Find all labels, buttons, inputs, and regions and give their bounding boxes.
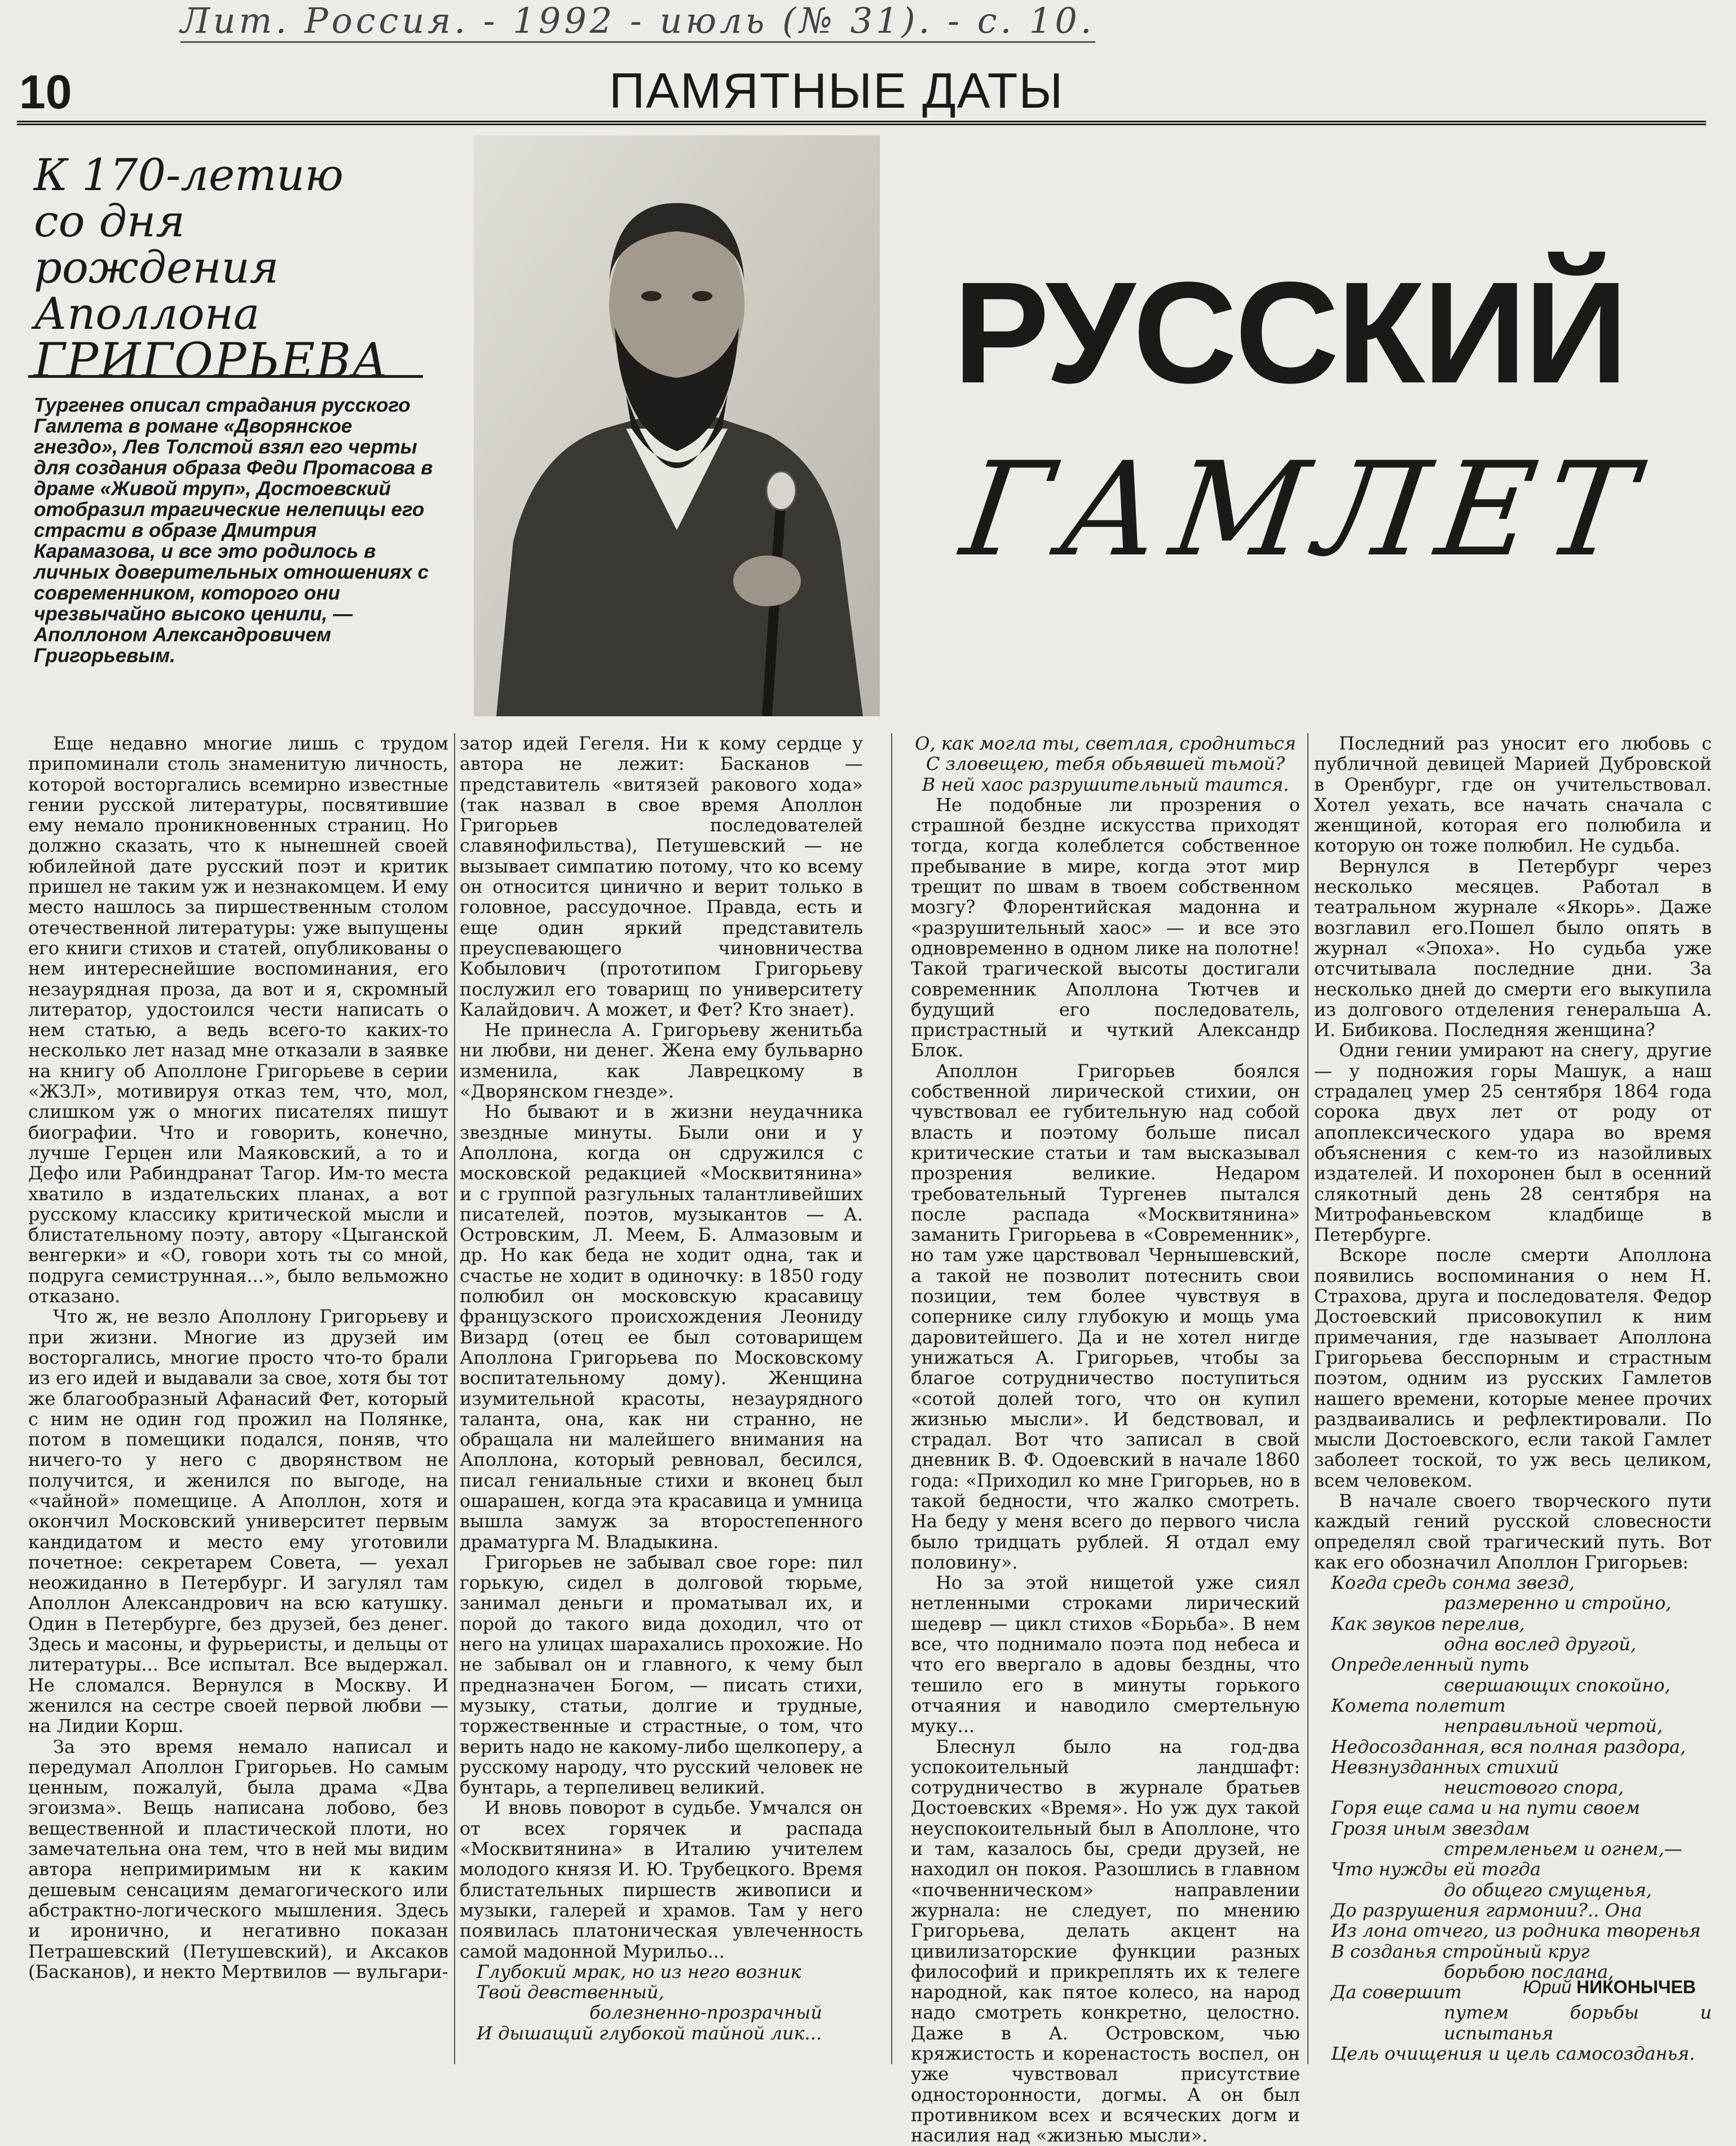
verse-line: болезненно-прозрачный [589,2002,822,2024]
paragraph: Последний раз уносит его любовь с публичной девицей Марией Дубровской в Оренбург, где он учительствовал. Хотел уехать, все начать сначала с женщиной, которая его полюбила и которую он тоже полюбил. Не судьба. [1314,733,1712,857]
paragraph: Не принесла А. Григорьеву женитьба ни любви, ни денег. Жена ему бульварно изменила, как Лаврецкому в «Дворянском гнезде». [460,1019,863,1103]
paragraph: За это время немало написал и передумал Аполлон Григорьев. Но самым ценным, пожалуй, была драма «Два эгоизма». Вещь написана лобово, без вещественной и пластической плоти, но замечательна она тем, что в ней мы видим автора непримиримым ни к каким дешевым сенсациям демагогического или абстрактно-логического мышления. Здесь и иронично, и негативно показан Петрашевский (Петушевский), и Аксаков (Басканов), и некто Мертвилов — вульгари- [28,1735,448,1982]
paragraph: Аполлон Григорьев боялся собственной лирической стихии, он чувствовал ее губительную над собой власть и поэтому больше писал критические статьи и там высказывал прозрения великие. Недаром требовательный Тургенев пытался после распада «Москвитянина» заманить Григорьева в «Современник», но там уже царствовал Чернышевский, а такой не позволит потеснить свои позиции, тем более чувствуя в сопернике силу глубокую и мощь ума даровитейшего. Да и не хотел нигде унижаться А. Григорьев, чтобы за благое сотрудничество поступиться «сотой долей того, что он купил жизнью мысли». И бедствовал, и страдал. Вот что записал в свой дневник В. Ф. Одоевский в начале 1860 года: «Приходил ко мне Григорьев, но в такой бедности, что жалко смотреть. На беду у меня всего до первого числа было тридцать рублей. Я отдал ему половину». [911,1060,1300,1573]
paragraph: В начале своего творческого пути каждый гений русской словесности определял свой трагический путь. Вот как его обозначил Аполлон Григорьев: [1314,1490,1712,1573]
page-number: 10 [19,65,72,118]
paragraph: Блеснул было на год-два успокоительный ландшафт: сотрудничество в журнале братьев Достоевских «Время». Но уж дух такой неуспокоительный был в Аполлоне, что и там, казалось бы, среди друзей, не находил он покоя. Разошлись в главном «почвенническом» направлении журнала: не следует, по мнению Григорьева, делать акцент на цивилизаторские функции разных философий и прикреплять их к телеге народной, как пятое колесо, на народ надо смотреть конкретно, целостно. Даже в А. Островском, чью кряжистость и коренастость воспел, он уже чувствовал присутствие односторонности, догмы. А он был противником всех и всяческих догм и насилия над «жизнью мысли». [911,1735,1300,2146]
column-divider [891,733,892,2064]
kicker-rule [28,375,423,378]
poem-line: Как звуков перелив, [1331,1612,1525,1634]
headline-russkiy: РУССКИЙ [953,252,1626,413]
author-first-name: Юрий [1523,1977,1572,1997]
poem-line: Из лона отчего, из родника творенья [1331,1920,1701,1942]
kicker-line: рождения [34,243,279,293]
poem-line: Недосозданная, вся полная раздора, [1331,1735,1686,1757]
poem-line: стремленьем и огнем,— [1444,1838,1682,1860]
verse-line: В ней хаос разрушительный таится. [922,773,1289,795]
paragraph: Одни гении умирают на снегу, другие — у подножия горы Машук, а наш страдалец умер 25 сентября 1864 года сорока двух лет от роду от апоплексического удара во время объяснения с кем-то из назойливых издателей. И похоронен был в осенний слякотный день 28 сентября на Митрофаньевском кладбище в Петербурге. [1314,1039,1712,1246]
article-column-4 [1314,733,1712,2064]
poem-line: Цель очищения и цель самосозданья. [1331,2043,1695,2064]
kicker-line: со дня [34,196,185,247]
kicker-name: ГРИГОРЬЕВА [34,333,389,388]
article-column-1 [28,733,448,1982]
poem-line: неправильной чертой, [1444,1715,1663,1737]
paragraph: Не подобные ли прозрения о страшной бездне искусства приходят тогда, когда колеблется собственное пребывание в мире, когда этот мир трещит по швам в твоем собственном мозгу? Флорентийская мадонна и «разрушительный хаос» — и все это одновременно в одном лике на полотне! Такой трагической высоты достигали современник Аполлона Тютчев и будущий его последователь, пристрастный и чуткий Александр Блок. [911,794,1300,1061]
portrait-illustration [474,135,880,716]
poem-line: Горя еще сама и на пути своем [1331,1797,1640,1819]
verse-line: С зловещею, тебя обьявшей тьмой? [926,753,1285,775]
headline-gamlet: ГАМЛЕТ [954,435,1656,585]
poem-line: Невзнузданных стихий [1331,1756,1559,1778]
paragraph: Еще недавно многие лишь с трудом припоминали столь знаменитую личность, которой восторгались всемирно известные гении русской литературы, посвятившие ему немало проникновенных страниц. Но должно сказать, что к нынешней своей юбилейной дате русский поэт и критик пришел не таким уж и незнакомцем. И ему место нашлось за пиршественным столом отечественной литературы: уже выпущены его книги стихов и статей, опубликованы о нем интереснейшие воспоминания, его незаурядная проза, да вот и я, скромный литератор, удостоился чести написать о нем статью, а ведь всего-то каких-то несколько лет назад мне отказали в заявке на книгу об Аполлоне Григорьеве в серии «ЖЗЛ», мотивируя отказ тем, что, мол, слишком уж о многих писателях пишут биографии. Что и говорить, конечно, лучше Герцен или Маяковский, а то и Дефо или Рабиндранат Тагор. Им-то места хватило в издательских планах, а вот русскому классику критической мысли и блистательному поэту, автору «Цыганской венгерки» и «О, говори хоть ты со мной, подруга семиструнная...», было вельможно отказано. [28,733,448,1307]
paragraph: Но бывают и в жизни неудачника звездные минуты. Были они и у Аполлона, когда он сдружился с московской редакцией «Москвитянина» и с группой разгульных талантливейших писателей, поэтов, музыкантов — А. Островским, Л. Меем, Б. Алмазовым и др. Но как беда не ходит одна, так и счастье не ходит в одиночку: в 1850 году полюбил он московскую красавицу французского происхождения Леониду Визард (отец ее был сотоварищем Аполлона Григорьева по Московскому воспитательному дому). Женщина изумительной красоты, незаурядного таланта, она, как ни странно, не обращала ни малейшего внимания на Аполлона, который ревновал, бесился, писал гениальные стихи и вконец был ошарашен, когда эта красавица и умница вышла замуж за второстепенного драматурга М. Владыкина. [460,1101,863,1553]
paragraph: Но за этой нищетой уже сиял нетленными строками лирический шедевр — цикл стихов «Борьба». В нем все, что поднимало поэта под небеса и что его ввергало в адовы бездны, что тешило его в минуты горького отчаяния и наводило смертельную муку... [911,1572,1300,1737]
poem-line: Грозя иным звездам [1331,1817,1530,1839]
kicker [34,150,417,388]
verse-line: И дышащий глубокой тайной лик... [477,2022,822,2044]
article-column-3 [911,733,1300,2145]
author-last-name: НИКОНЫЧЕВ [1576,1977,1696,1997]
author-signature [1523,1977,1696,1998]
poem-line: путем борьбы и испытанья [1444,2002,1712,2044]
poem-line: до общего смущенья, [1444,1879,1652,1901]
lede: Тургенев описал страдания русского Гамлета в романе «Дворянское гнездо», Лев Толстой взял его черты для создания образа Феди Протасова в драме «Живой труп», Достоевский отобразил трагические нелепицы его страсти в образе Дмитрия Карамазова, и все это родилось в личных доверительных отношениях с современником, которого они чрезвычайно высоко ценили, — Аполлоном Александровичем Григорьевым. [34,394,433,667]
poem-line: размеренно и стройно, [1444,1592,1672,1614]
column-divider [454,733,455,2064]
verse-line: Глубокий мрак, но из него возник [477,1960,801,1982]
paragraph: Вскоре после смерти Аполлона появились воспоминания о нем Н. Страхова, друга и последователя. Федор Достоевский присовокупил к ним примечания, где называет Аполлона Григорьева бесспорным и страстным поэтом, одним из русских Гамлетов нашего времени, которые менее прочих раздваивались и рефлектировали. По мысли Достоевского, если такой Гамлет заболеет тоской, то уж весь целиком, всем человеком. [1314,1244,1712,1491]
poem-line: Да совершит [1331,1981,1462,2003]
kicker-line: К 170-летию [34,150,344,201]
poem-line: До разрушения гармонии?.. Она [1331,1899,1642,1921]
paragraph: Что ж, не везло Аполлону Григорьеву и при жизни. Многие из друзей им восторгались, многие просто что-то брали из его идей и выдавали за свое, хотя бы тот же благообразный Афанасий Фет, который с ним не один год прожил на Полянке, потом в помещики подался, поняв, что ничего-то у него с дворянством не получится, и женился по выгоде, на «чайной» помещице. А Аполлон, хотя и окончил Московский университет первым кандидатом и место ему уготовили почетное: секретарем Совета, — уехал неожиданно в Петербург. И загулял там Аполлон Александрович на всю катушку. Один в Петербурге, без друзей, без денег. Здесь и масоны, и фурьеристы, и дельцы от литературы... Все испытал. Все выдержал. Не сломался. Вернулся в Москву. И женился на сестре своей первой любви — на Лидии Корш. [28,1306,448,1737]
paragraph: Вернулся в Петербург через несколько месяцев. Работал в театральном журнале «Якорь». Даже возглавил его.Пошел было опять в журнал «Эпоха». Но судьба уже отсчитывала последние дни. За несколько дней до смерти его выкупила из долгового отделения генеральша А. И. Бибикова. Последняя женщина? [1314,855,1712,1041]
poem-line: Что нужды ей тогда [1331,1858,1541,1880]
handwritten-annotation: Лит. Россия. - 1992 - июль (№ 31). - с. 10. [180,0,1095,43]
poem-line: борьбою послана, [1444,1960,1614,1982]
poem-line: свершающих спокойно, [1444,1674,1671,1696]
verse-line: О, как могла ты, светлая, сродниться [915,733,1296,754]
kicker-line: Аполлона [34,289,260,340]
poem-line: Комета полетит [1331,1694,1506,1716]
paragraph: И вновь поворот в судьбе. Умчался он от всех горячек и распада «Москвитянина» в Италию учителем молодого князя И. Ю. Трубецкого. Время блистательных пиршеств живописи и музыки, галерей и храмов. Там у него появилась платоническая увлеченность самой мадонной Мурильо... [460,1797,863,1962]
poem-line: Когда средь сонма звезд, [1331,1572,1575,1594]
poem-line: В созданья стройный круг [1331,1940,1590,1962]
verse-quote [460,1962,863,2043]
verse-line: Твой девственный, [477,1981,664,2003]
portrait-photo [474,135,880,716]
article-column-2 [460,733,863,2043]
paragraph: Григорьев не забывал свое горе: пил горькую, сидел в долговой тюрьме, занимал деньги и проматывал их, и порой до такого вида доходил, что от него на улицах шарахались прохожие. Но не забывал он и главного, к чему был предназначен Богом, — писать стихи, музыку, статьи, долгие и трудные, торжественные и страстные, о том, что верить надо не какому-либо щелкоперу, а русскому народу, что русский человек не бунтарь, а терпеливец великий. [460,1551,863,1799]
header-rule [17,121,1706,125]
poem-line: одна вослед другой, [1444,1633,1636,1655]
section-title: ПАМЯТНЫЕ ДАТЫ [609,63,1064,118]
column-divider [1307,733,1308,2064]
poem-line: Определенный путь [1331,1654,1529,1676]
paragraph: затор идей Гегеля. Ни к кому сердце у автора не лежит: Басканов — представитель «витязей ракового хода» (так назвал в свое время Аполлон Григорьев последователей славянофильства), Петушевский — не вызывает симпатию потому, что ко всему он относится цинично и верит только в головное, рассудочное. Правда, есть и еще один яркий представитель преуспевающего чиновничества Кобылович (прототипом Григорьеву послужил его товарищ по университету Калайдович. А может, и Фет? Кто знает). [460,733,863,1020]
poem-line: неистового спора, [1444,1777,1624,1799]
verse-quote [911,733,1300,795]
